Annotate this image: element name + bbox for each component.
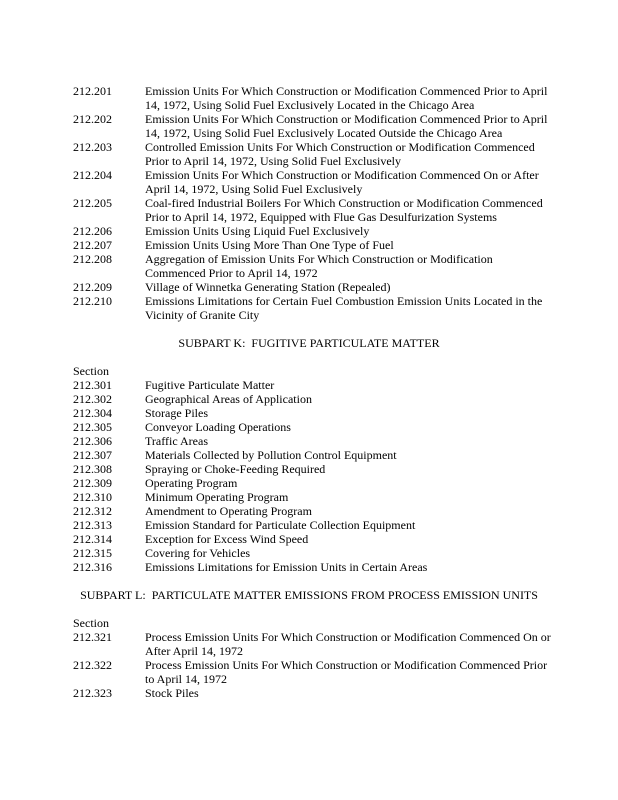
subpart-k-entry-list [73, 378, 618, 574]
section-number: 212.205 [73, 196, 112, 210]
section-number: 212.209 [73, 280, 112, 294]
section-number: 212.210 [73, 294, 112, 308]
toc-entry [73, 686, 618, 700]
section-number: 212.313 [73, 518, 112, 532]
section-number: 212.305 [73, 420, 112, 434]
continuation-entry-list [73, 84, 618, 322]
section-title: Operating Program [145, 476, 238, 490]
section-number: 212.202 [73, 112, 112, 126]
section-title: Emissions Limitations for Certain Fuel Combustion Emission Units Located in the Vicinity of Granite City [145, 294, 543, 322]
subpart-k-section-label: Section [73, 364, 109, 378]
section-title: Covering for Vehicles [145, 546, 251, 560]
section-number: 212.307 [73, 448, 112, 462]
section-number: 212.301 [73, 378, 112, 392]
section-title: Materials Collected by Pollution Control Equipment [145, 448, 397, 462]
section-title: Emission Units For Which Construction or Modification Commenced Prior to April 14, 1972, Using Solid Fuel Exclusively Located Outside the Chicago Area [145, 112, 548, 140]
toc-entry [73, 658, 618, 686]
section-title: Storage Piles [145, 406, 208, 420]
section-title: Traffic Areas [145, 434, 208, 448]
toc-entry [73, 490, 618, 504]
toc-entry [73, 196, 618, 224]
section-title: Minimum Operating Program [145, 490, 289, 504]
toc-entry [73, 280, 618, 294]
section-title: Spraying or Choke-Feeding Required [145, 462, 326, 476]
toc-entry [73, 630, 618, 658]
section-number: 212.316 [73, 560, 112, 574]
toc-entry [73, 224, 618, 238]
section-title: Emission Units Using Liquid Fuel Exclusively [145, 224, 370, 238]
subpart-l-section-label: Section [73, 616, 109, 630]
toc-entry [73, 476, 618, 490]
subpart-k-heading: SUBPART K: FUGITIVE PARTICULATE MATTER [178, 336, 440, 350]
toc-entry [73, 448, 618, 462]
section-number: 212.201 [73, 84, 112, 98]
section-title: Stock Piles [145, 686, 199, 700]
toc-entry [73, 434, 618, 448]
section-title: Aggregation of Emission Units For Which Construction or Modification Commenced Prior to April 14, 1972 [145, 252, 493, 280]
section-number: 212.310 [73, 490, 112, 504]
toc-entry [73, 112, 618, 140]
section-number: 212.208 [73, 252, 112, 266]
section-number: 212.306 [73, 434, 112, 448]
toc-entry [73, 532, 618, 546]
subpart-l-heading: SUBPART L: PARTICULATE MATTER EMISSIONS FROM PROCESS EMISSION UNITS [80, 588, 538, 602]
section-title: Emission Standard for Particulate Collection Equipment [145, 518, 416, 532]
section-number: 212.308 [73, 462, 112, 476]
toc-entry [73, 294, 618, 322]
section-title: Emission Units For Which Construction or Modification Commenced Prior to April 14, 1972, Using Solid Fuel Exclusively Located in the Chicago Area [145, 84, 548, 112]
section-number: 212.312 [73, 504, 112, 518]
section-number: 212.302 [73, 392, 112, 406]
section-title: Exception for Excess Wind Speed [145, 532, 309, 546]
toc-entry [73, 462, 618, 476]
toc-entry [73, 168, 618, 196]
section-number: 212.323 [73, 686, 112, 700]
section-title: Amendment to Operating Program [145, 504, 312, 518]
section-title: Coal-fired Industrial Boilers For Which Construction or Modification Commenced Prior to April 14, 1972, Equipped with Flue Gas Desulfurization Systems [145, 196, 543, 224]
section-title: Process Emission Units For Which Construction or Modification Commenced On or After April 14, 1972 [145, 630, 551, 658]
section-title: Village of Winnetka Generating Station (Repealed) [145, 280, 391, 294]
section-title: Conveyor Loading Operations [145, 420, 291, 434]
toc-entry [73, 406, 618, 420]
section-title: Emissions Limitations for Emission Units in Certain Areas [145, 560, 428, 574]
toc-entry [73, 546, 618, 560]
section-number: 212.203 [73, 140, 112, 154]
section-title: Process Emission Units For Which Construction or Modification Commenced Prior to April 14, 1972 [145, 658, 548, 686]
section-title: Emission Units For Which Construction or Modification Commenced On or After April 14, 1972, Using Solid Fuel Exclusively [145, 168, 539, 196]
section-number: 212.322 [73, 658, 112, 672]
toc-entry [73, 392, 618, 406]
section-number: 212.304 [73, 406, 112, 420]
section-title: Geographical Areas of Application [145, 392, 312, 406]
toc-entry [73, 560, 618, 574]
section-title: Fugitive Particulate Matter [145, 378, 275, 392]
section-number: 212.207 [73, 238, 112, 252]
toc-entry [73, 238, 618, 252]
toc-entry [73, 252, 618, 280]
toc-entry [73, 378, 618, 392]
section-number: 212.204 [73, 168, 112, 182]
toc-entry [73, 420, 618, 434]
subpart-l-entry-list [73, 630, 618, 700]
toc-entry [73, 504, 618, 518]
section-title: Controlled Emission Units For Which Construction or Modification Commenced Prior to April 14, 1972, Using Solid Fuel Exclusively [145, 140, 535, 168]
section-title: Emission Units Using More Than One Type of Fuel [145, 238, 394, 252]
section-number: 212.315 [73, 546, 112, 560]
toc-entry [73, 84, 618, 112]
section-number: 212.314 [73, 532, 112, 546]
section-number: 212.321 [73, 630, 112, 644]
toc-entry [73, 140, 618, 168]
section-number: 212.309 [73, 476, 112, 490]
toc-entry [73, 518, 618, 532]
section-number: 212.206 [73, 224, 112, 238]
